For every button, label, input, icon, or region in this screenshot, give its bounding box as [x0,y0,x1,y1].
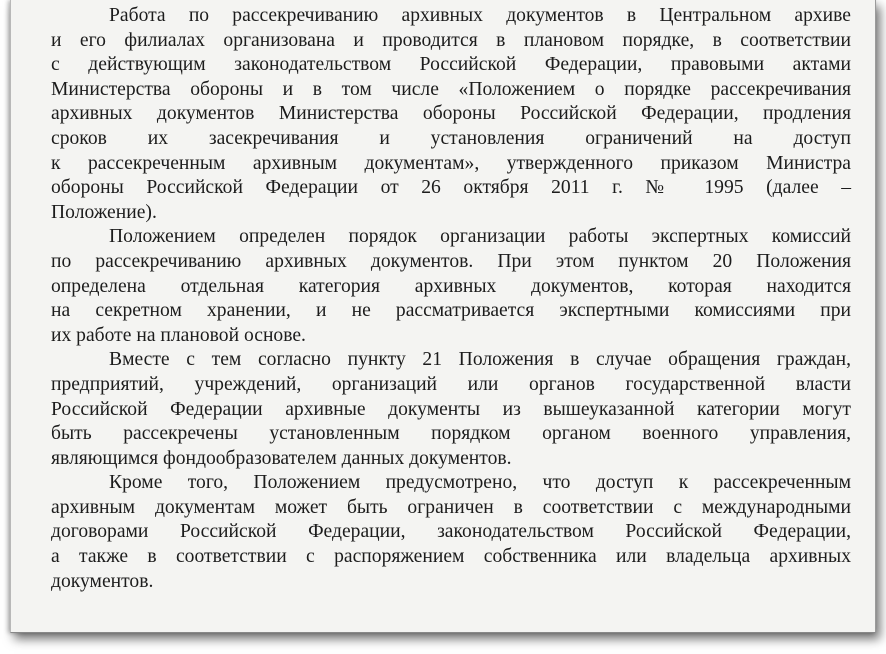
text-line: Российской Федерации архивные документы из вышеуказанной категории могут [51,398,851,420]
text-line: предприятий, учреждений, организаций или органов государственной власти [51,373,851,395]
text-line: документов. [51,570,154,592]
document-page [51,4,851,594]
paragraph-4 [51,471,851,594]
text-line: Кроме того, Положением предусмотрено, что доступ к рассекреченным [109,472,851,494]
text-line: архивным документам может быть ограничен в соответствии с международными [51,496,851,518]
paragraph-3 [51,348,851,471]
text-line: и его филиалах организована и проводится в плановом порядке, в соответствии [51,29,851,51]
text-line: по рассекречиванию архивных документов. При этом пунктом 20 Положения [51,250,851,272]
text-line: а также в соответствии с распоряжением собственника или владельца архивных [51,546,851,568]
text-line: Министерства обороны и в том числе «Положением о порядке рассекречивания [51,78,851,100]
document-scan-frame [10,0,876,633]
text-line: сроков их засекречивания и установления ограничений на доступ [51,127,851,149]
text-line: на секретном хранении, и не рассматривается экспертными комиссиями при [51,300,851,322]
text-line: Положением определен порядок организации работы экспертных комиссий [109,226,851,248]
text-line: быть рассекречены установленным порядком органом военного управления, [51,423,851,445]
text-line: Работа по рассекречиванию архивных документов в Центральном архиве [109,5,851,26]
text-line: договорами Российской Федерации, законодательством Российской Федерации, [51,521,851,543]
text-line: являющимся фондообразователем данных документов. [51,447,512,469]
text-line: Вместе с тем согласно пункту 21 Положения в случае обращения граждан, [109,349,851,371]
text-line: к рассекреченным архивным документам», утвержденного приказом Министра [51,152,851,174]
text-line: обороны Российской Федерации от 26 октября 2011 г. № 1995 (далее – [51,177,851,199]
text-line: определена отдельная категория архивных документов, которая находится [51,275,851,297]
text-line: Положение). [51,201,157,223]
paragraph-2 [51,225,851,348]
text-line: с действующим законодательством Российской Федерации, правовыми актами [51,54,851,76]
paragraph-1 [51,4,851,225]
text-line: их работе на плановой основе. [51,324,306,346]
text-line: архивных документов Министерства обороны Российской Федерации, продления [51,103,851,125]
